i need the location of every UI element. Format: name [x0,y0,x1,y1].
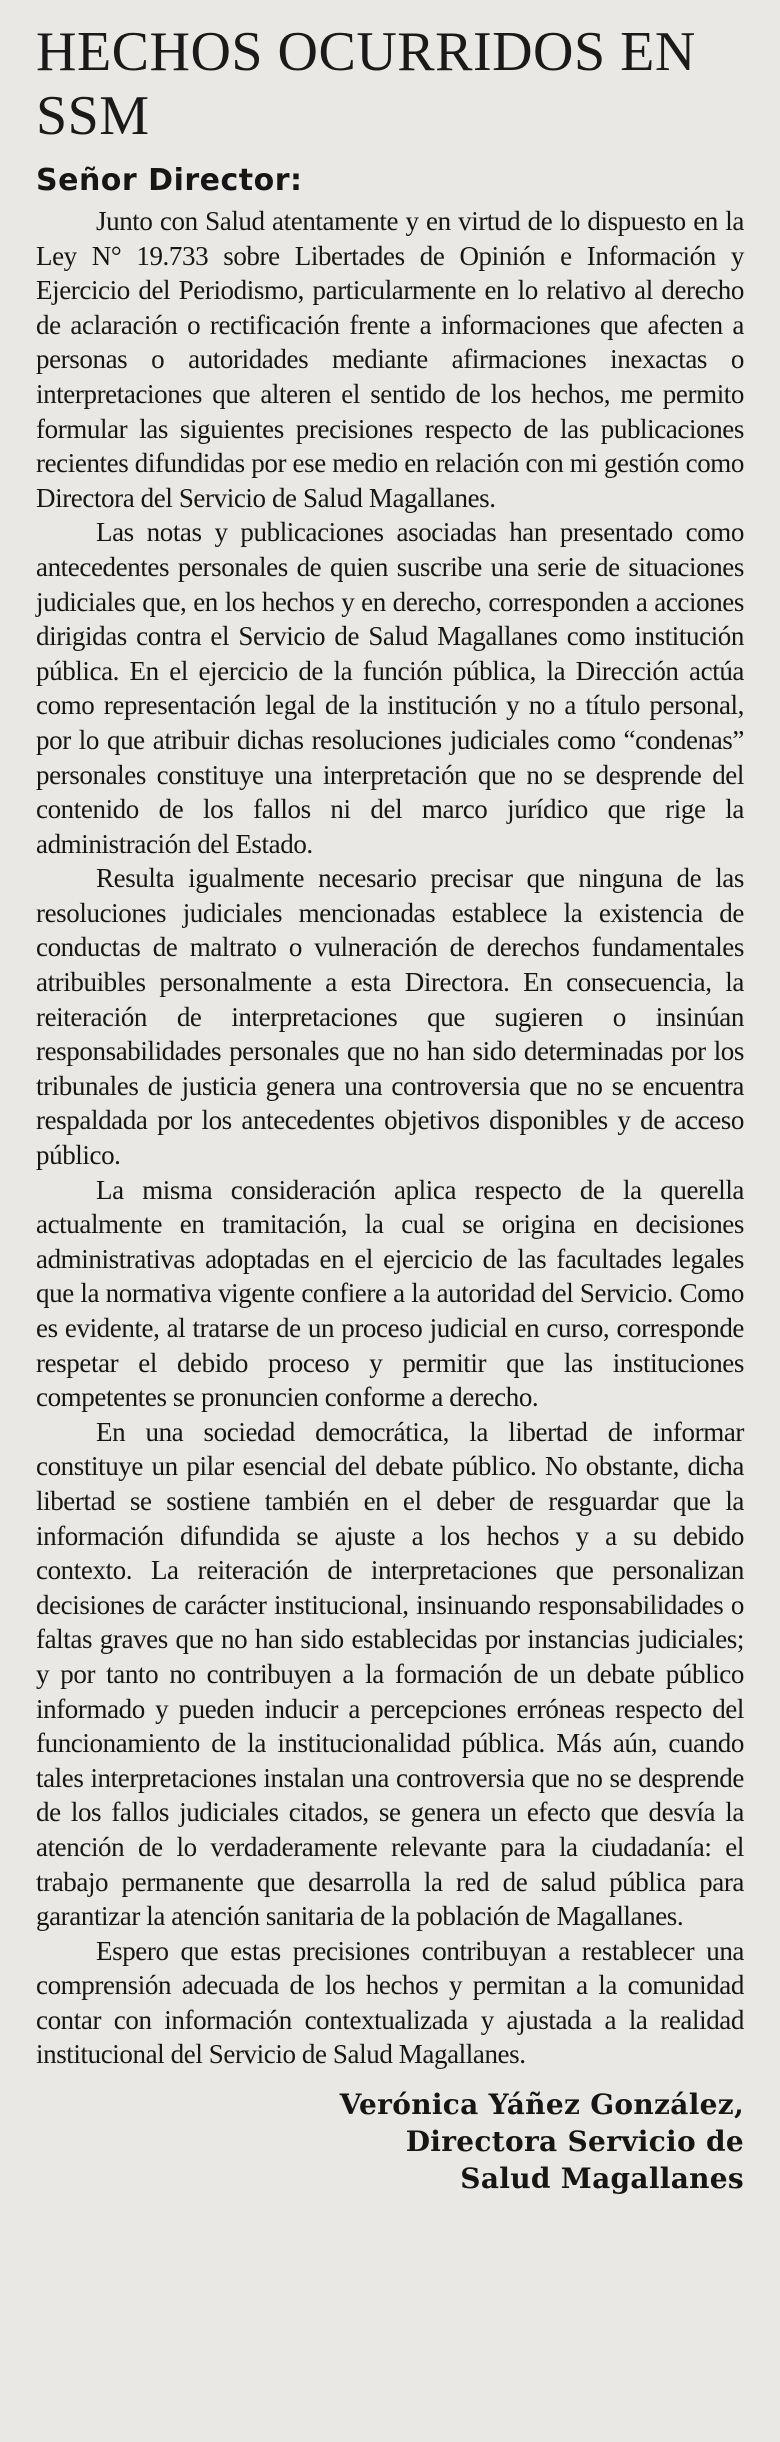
signature-block [36,2086,744,2197]
signature-title-line-1: Directora Servicio de [405,2125,744,2159]
signature-name: Verónica Yáñez González, [339,2088,744,2122]
salutation: Señor Director: [36,163,303,198]
body-paragraph-5: En una sociedad democrática, la libertad de informar constituye un pilar esencial del debate público. No obstante, dicha libertad se sostiene también en el deber de resguardar que la información difundida se ajuste a los hechos y a su debido contexto. La reiteración de interpretaciones que personalizan decisiones de carácter institucional, insinuando responsabilidades o faltas graves que no han sido establecidas por instancias judiciales; y por tanto no contribuyen a la formación de un debate público informado y pueden inducir a percepciones erróneas respecto del funcionamiento de la institucionalidad pública. Más aún, cuando tales interpretaciones instalan una controversia que no se desprende de los fallos judiciales citados, se genera un efecto que desvía la atención de lo verdaderamente relevante para la ciudadanía: el trabajo permanente que desarrolla la red de salud pública para garantizar la atención sanitaria de la población de Magallanes. [36,1416,744,1932]
body-paragraph-3: Resulta igualmente necesario precisar que ninguna de las resoluciones judiciales mencionadas establece la existencia de conductas de maltrato o vulneración de derechos fundamentales atribuibles personalmente a esta Directora. En consecuencia, la reiteración de interpretaciones que sugieren o insinúan responsabilidades personales que no han sido determinadas por los tribunales de justicia genera una controversia que no se encuentra respaldada por los antecedentes objetivos disponibles y de acceso público. [36,863,744,1171]
body-paragraph-4: La misma consideración aplica respecto de la querella actualmente en tramitación, la cual se origina en decisiones administrativas adoptadas en el ejercicio de las facultades legales que la normativa vigente confiere a la autoridad del Servicio. Como es evidente, al tratarse de un proceso judicial en curso, corresponde respetar el debido proceso y permitir que las instituciones competentes se pronuncien conforme a derecho. [36,1174,744,1413]
headline [36,20,744,148]
headline-line-2: SSM [36,85,150,147]
signature-title-line-2: Salud Magallanes [460,2162,744,2196]
letter-body [36,204,744,2072]
body-paragraph-2: Las notas y publicaciones asociadas han presentado como antecedentes personales de quien suscribe una serie de situaciones judiciales que, en los hechos y en derecho, corresponden a acciones dirigidas contra el Servicio de Salud Magallanes como institución pública. En el ejercicio de la función pública, la Dirección actúa como representación legal de la institución y no a título personal, por lo que atribuir dichas resoluciones judiciales como “condenas” personales constituye una interpretación que no se desprende del contenido de los fallos ni del marco jurídico que rige la administración del Estado. [36,517,744,859]
body-paragraph-1: Junto con Salud atentamente y en virtud de lo dispuesto en la Ley N° 19.733 sobre Libertades de Opinión e Información y Ejercicio del Periodismo, particularmente en lo relativo al derecho de aclaración o rectificación frente a informaciones que afecten a personas o autoridades mediante afirmaciones inexactas o interpretaciones que alteren el sentido de los hechos, me permito formular las siguientes precisiones respecto de las publicaciones recientes difundidas por ese medio en relación con mi gestión como Directora del Servicio de Salud Magallanes. [36,206,744,513]
body-paragraph-6: Espero que estas precisiones contribuyan a restablecer una comprensión adecuada de los hechos y permitan a la comunidad contar con información contextualizada y ajustada a la realidad institucional del Servicio de Salud Magallanes. [36,1935,744,2070]
headline-line-1: HECHOS OCURRIDOS EN [36,21,696,83]
